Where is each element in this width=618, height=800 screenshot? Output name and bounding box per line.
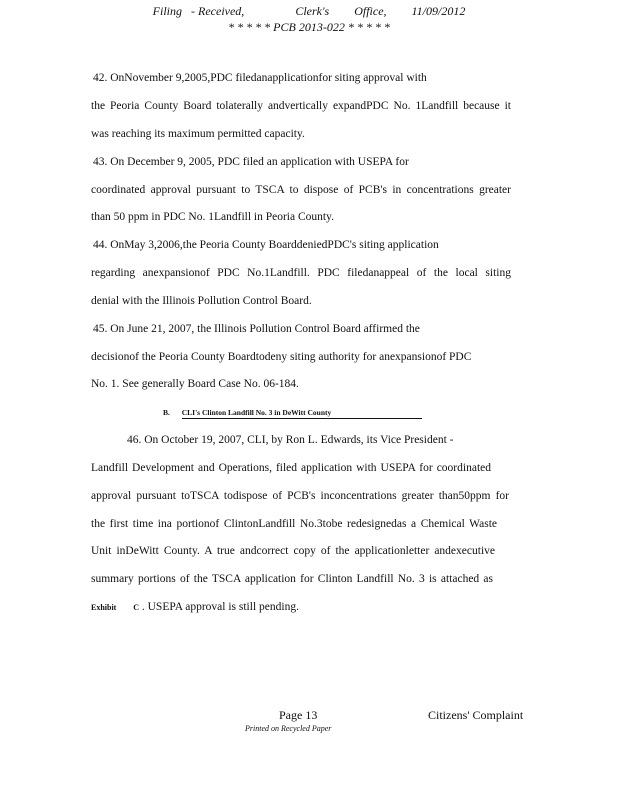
para-43-line-2: coordinated approval pursuant to TSCA to dispose of PCB's in concentrations greater bbox=[91, 184, 511, 196]
para-46-line-4: the first time ina portionof ClintonLandfill No.3tobe redesignedas a Chemical Waste bbox=[91, 518, 497, 530]
para-45-line-3: No. 1. See generally Board Case No. 06-184. bbox=[91, 378, 299, 390]
para-43-line-3: than 50 ppm in PDC No. 1Landfill in Peoria County. bbox=[91, 211, 334, 223]
para-46-line-6: summary portions of the TSCA application for Clinton Landfill No. 3 is attached as bbox=[91, 573, 493, 585]
office-label: Office, bbox=[354, 4, 387, 18]
para-44-line-3: denial with the Illinois Pollution Control Board. bbox=[91, 295, 312, 307]
section-subheading bbox=[163, 408, 422, 419]
para-46-line-3: approval pursuant toTSCA todispose of PCB's inconcentrations greater than50ppm for bbox=[91, 490, 509, 502]
filing-date: 11/09/2012 bbox=[411, 4, 466, 18]
para-44-line-2: regarding anexpansionof PDC No.1Landfill. PDC filedanappeal of the local siting bbox=[91, 267, 511, 279]
printed-notice: Printed on Recycled Paper bbox=[245, 724, 332, 733]
subheading-title: CLI's Clinton Landfill No. 3 in DeWitt County bbox=[182, 408, 422, 419]
para-42-line-3: was reaching its maximum permitted capacity. bbox=[91, 128, 305, 140]
case-number-header: * * * * * PCB 2013-022 * * * * * bbox=[228, 20, 390, 34]
para-46-line-7 bbox=[91, 601, 511, 613]
filing-header bbox=[0, 4, 618, 19]
para-46-line-2: Landfill Development and Operations, filed application with USEPA for coordinated bbox=[91, 462, 491, 474]
para-46-line-1: 46. On October 19, 2007, CLI, by Ron L. Edwards, its Vice President - bbox=[127, 434, 454, 446]
para-44-line-1: 44. OnMay 3,2006,the Peoria County BoarddeniedPDC's siting application bbox=[93, 239, 439, 251]
subheading-letter: B. bbox=[163, 408, 170, 417]
document-title-footer: Citizens' Complaint bbox=[428, 708, 524, 722]
filing-label: Filing bbox=[152, 4, 183, 18]
received-label: - Received, bbox=[191, 4, 245, 18]
para-45-line-2: decisionof the Peoria County Boardtodeny siting authority for anexpansionof PDC bbox=[91, 351, 472, 363]
clerk-label: Clerk's bbox=[295, 4, 330, 18]
exhibit-letter: C bbox=[133, 603, 139, 612]
para-42-line-1: 42. OnNovember 9,2005,PDC filedanapplicationfor siting approval with bbox=[93, 72, 427, 84]
para-42-line-2: the Peoria County Board tolaterally andvertically expandPDC No. 1Landfill because it bbox=[91, 100, 511, 112]
para-45-line-1: 45. On June 21, 2007, the Illinois Pollution Control Board affirmed the bbox=[93, 323, 420, 335]
exhibit-line-rest: . USEPA approval is still pending. bbox=[141, 601, 299, 613]
para-46-line-5: Unit inDeWitt County. A true andcorrect copy of the applicationletter andexecutive bbox=[91, 545, 495, 557]
para-43-line-1: 43. On December 9, 2005, PDC filed an application with USEPA for bbox=[93, 156, 409, 168]
exhibit-label: Exhibit bbox=[91, 603, 117, 612]
page-number: Page 13 bbox=[279, 708, 318, 722]
